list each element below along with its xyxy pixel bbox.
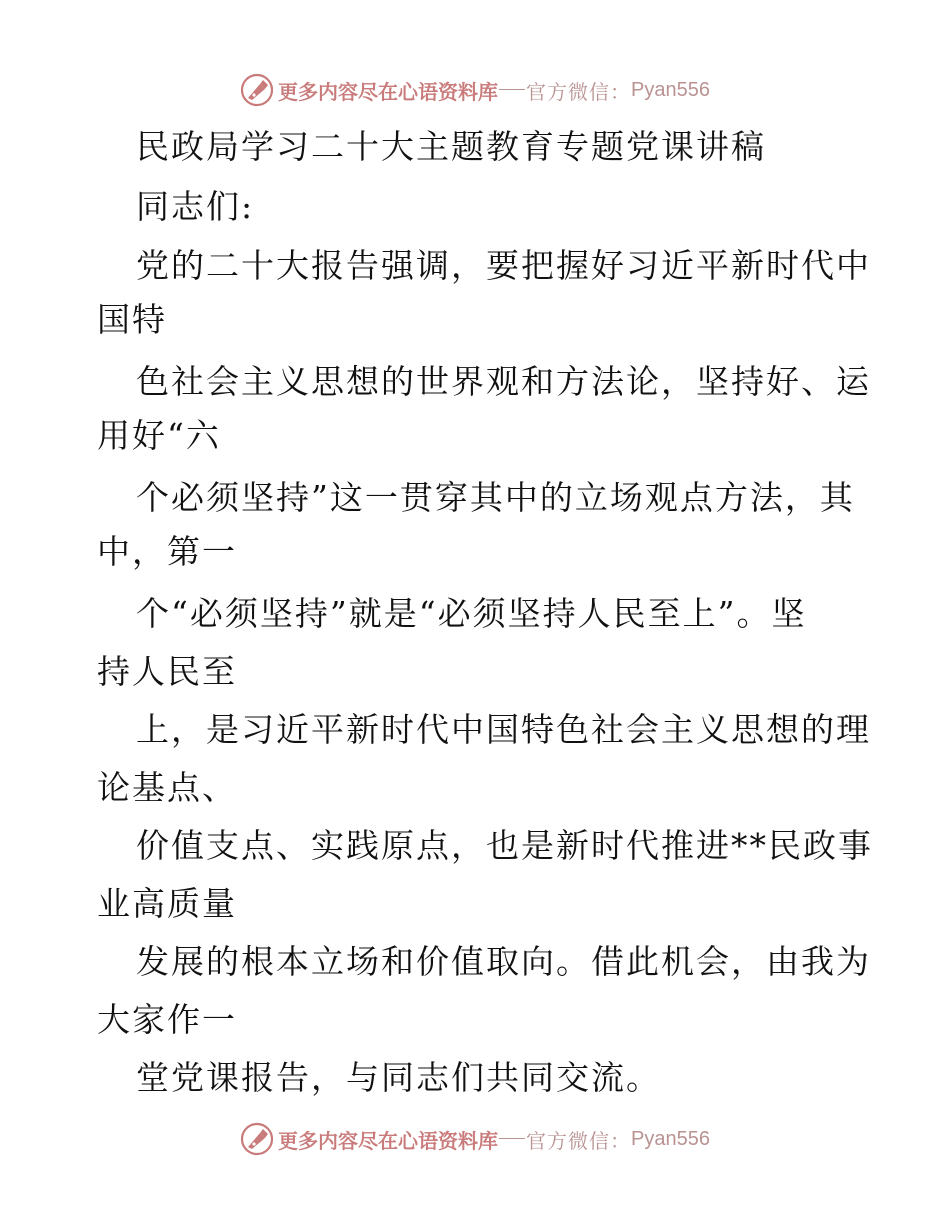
watermark-contact-id: Pyan556 xyxy=(631,1127,710,1150)
body-line: 堂党课报告，与同志们共同交流。 xyxy=(136,1058,661,1097)
body-line: 持人民至 xyxy=(97,652,237,691)
body-line: 上，是习近平新时代中国特色社会主义思想的理 xyxy=(136,710,871,749)
header-watermark xyxy=(0,70,950,110)
watermark-contact-id: Pyan556 xyxy=(631,78,710,101)
body-line: 党的二十大报告强调，要把握好习近平新时代中 xyxy=(136,246,871,285)
body-line: 色社会主义思想的世界观和方法论，坚持好、运 xyxy=(136,362,871,401)
body-line: 价值支点、实践原点，也是新时代推进**民政事 xyxy=(136,826,873,865)
watermark-dash xyxy=(499,1138,525,1139)
body-line: 中，第一 xyxy=(97,532,237,571)
watermark-contact-label: 官方微信： xyxy=(526,1128,632,1153)
body-line: 个“必须坚持”就是“必须坚持人民至上”。坚 xyxy=(136,594,807,633)
body-line: 用好“六 xyxy=(97,416,221,455)
watermark-dash xyxy=(499,89,525,90)
pen-nib-logo-icon xyxy=(240,1122,274,1156)
watermark-contact-label: 官方微信： xyxy=(526,79,632,104)
pen-nib-logo-icon xyxy=(240,73,274,107)
salutation: 同志们: xyxy=(136,187,255,226)
body-line: 大家作一 xyxy=(97,1000,237,1039)
body-line: 业高质量 xyxy=(97,884,237,923)
body-line: 个必须坚持”这一贯穿其中的立场观点方法，其 xyxy=(136,478,855,517)
document-title: 民政局学习二十大主题教育专题党课讲稿 xyxy=(136,127,766,166)
body-line: 论基点、 xyxy=(97,768,237,807)
watermark-site-text: 更多内容尽在心语资料库 xyxy=(278,1128,499,1153)
body-line: 国特 xyxy=(97,300,167,339)
watermark-site-text: 更多内容尽在心语资料库 xyxy=(278,79,499,104)
footer-watermark xyxy=(0,1119,950,1159)
body-line: 发展的根本立场和价值取向。借此机会，由我为 xyxy=(136,942,871,981)
